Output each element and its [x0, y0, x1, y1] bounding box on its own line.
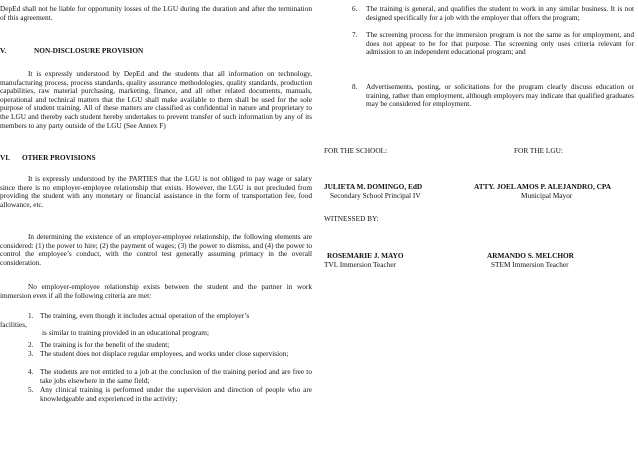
witnessed-by-label: WITNESSED BY: [324, 214, 379, 223]
intro-paragraph: DepEd shall not be liable for opportunity losses of the LGU during the duration and after the termination of this agreement. [0, 4, 312, 22]
section-6-heading [0, 154, 96, 163]
section-6-paragraph-3: No employer-employee relationship exists between the student and the partner in work immersion even if all the following criteria are met: [0, 282, 312, 300]
witness-1-name: ROSEMARIE J. MAYO [327, 251, 404, 260]
criteria-item-7: 7. The screening process for the immersion program is not the same as for employment, and does not appear to be for that purpose. The screening only uses criteria relevant for admission to an independent educational program; and [352, 30, 634, 57]
witness-2-title: STEM Immersion Teacher [491, 260, 569, 269]
criteria-item-1: 1. The training, even though it includes actual operation of the employer’s facilities, is similar to training provided in an educational program; [0, 311, 250, 338]
section-5-number: V. [0, 46, 7, 55]
criteria-item-8: 8. Advertisements, posting, or solicitations for the program clearly discuss education or training, rather than employment, although employers may indicate that qualified graduates may be considered for employment. [352, 82, 634, 109]
school-signatory-title: Secondary School Principal IV [330, 191, 421, 200]
section-5-heading [0, 47, 143, 56]
lgu-signatory-title: Municipal Mayor [521, 191, 573, 200]
witness-2-name: ARMANDO S. MELCHOR [487, 251, 574, 260]
section-6-title: OTHER PROVISIONS [22, 153, 96, 162]
for-school-label: FOR THE SCHOOL: [324, 146, 388, 155]
section-6-paragraph-2: In determining the existence of an employer-employee relationship, the following elements are considered: (1) the power to hire; (2) the payment of wages; (3) the power to dismiss, and (4) the power to control the employee’s conduct, with the control test generally assuming primacy in the overall consideration. [0, 232, 312, 267]
witness-1-title: TVL Immersion Teacher [324, 260, 397, 269]
section-6-number: VI. [0, 153, 10, 162]
section-5-title: NON-DISCLOSURE PROVISION [34, 46, 144, 55]
for-lgu-label: FOR THE LGU: [514, 146, 563, 155]
lgu-signatory-name: ATTY. JOEL AMOS P. ALEJANDRO, CPA [474, 182, 612, 191]
criteria-item-4: 4. The students are not entitled to a job at the conclusion of the training period and are free to take jobs elsewhere in the same field; [28, 367, 312, 385]
criteria-item-3: 3. The student does not displace regular employees, and works under close supervision; [28, 349, 289, 358]
criteria-item-6: 6. The training is general, and qualifies the student to work in any similar business. It is not designed specifically for a job with the employer that offers the program; [352, 4, 634, 22]
criteria-item-2: 2. The training is for the benefit of the student; [28, 340, 170, 349]
school-signatory-name: JULIETA M. DOMINGO, EdD [324, 182, 423, 191]
section-6-paragraph-1: It is expressly understood by the PARTIES that the LGU is not obliged to pay wage or salary since there is no employer-employee relationship that exists. However, the LGU is not precluded from providing the student with any monetary or financial assistance in the form of transportation fee, food allowance, etc. [0, 174, 312, 209]
section-5-body: It is expressly understood by DepEd and the students that all information on technology, manufacturing process, process standards, quality assurance methodologies, quality standards, production capabilities, raw material purchasing, marketing, finance, and all other related documents, manuals, operational and technical matters that the LGU shall make available to them shall be used for the sole purpose of student training. All of these matters are classified as confidential in nature and proprietary to the LGU and thereby each student hereby undertakes to prevent transfer of such information by any of its members to any party outside of the LGU (See Annex F) [0, 69, 312, 130]
criteria-item-5: 5. Any clinical training is performed under the supervision and direction of people who are knowledgeable and experienced in the activity; [28, 385, 312, 403]
